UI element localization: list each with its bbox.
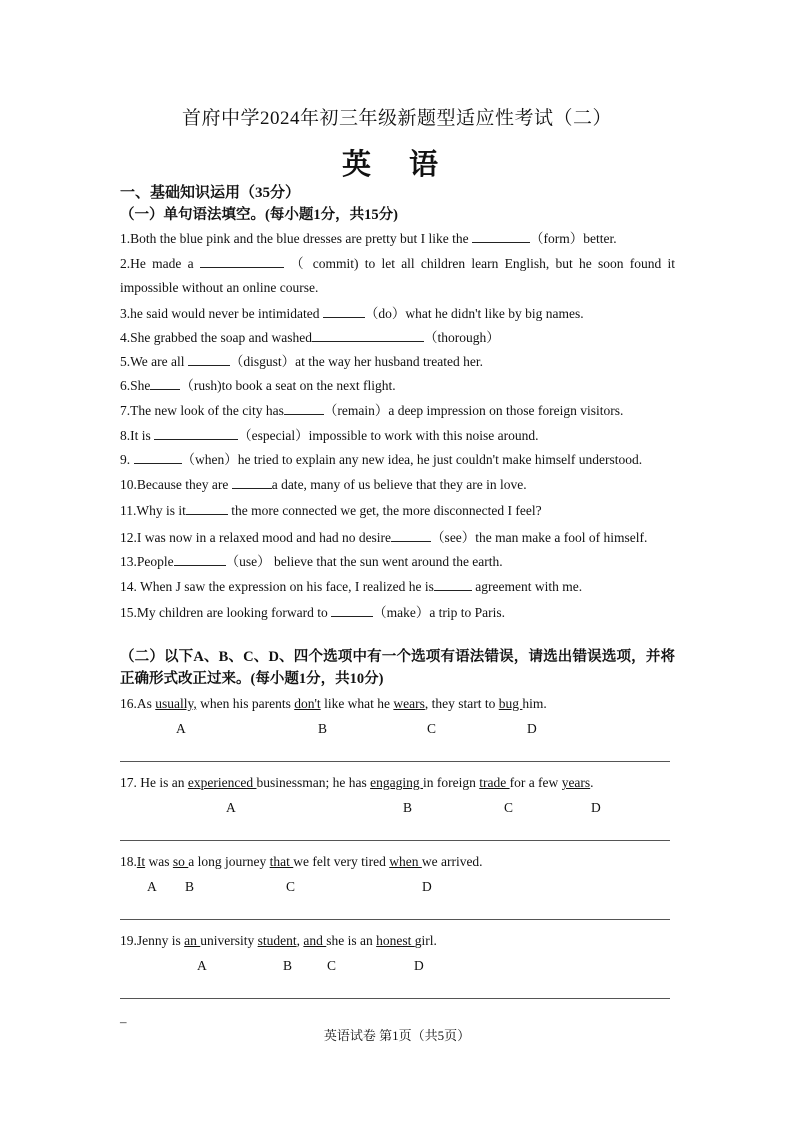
question-text: , [296, 933, 304, 948]
question-17 [120, 771, 675, 795]
option-label-c: C [327, 958, 337, 973]
answer-line[interactable] [120, 919, 670, 920]
option-label-c: C [427, 721, 437, 736]
option-letters [0, 879, 794, 899]
question-text: 16.As [120, 696, 156, 711]
underlined-option[interactable]: trade [479, 775, 510, 790]
answer-blank[interactable] [174, 553, 226, 566]
question-12 [120, 526, 675, 550]
underlined-option[interactable]: so [172, 854, 189, 869]
part2-instruction: （二）以下A、B、C、D、四个选项中有一个选项有语法错误，请选出错误选项，并将正确形式改正过来。(每小题1分，共10分) [120, 649, 675, 687]
question-text: 19.Jenny is [120, 933, 185, 948]
question-4 [120, 326, 675, 350]
question-2 [120, 252, 675, 300]
answer-blank[interactable] [232, 476, 272, 489]
answer-blank[interactable] [186, 502, 228, 515]
question-text: him. [522, 696, 547, 711]
page-footer: 英语试卷 第1页（共5页） [323, 1028, 471, 1043]
answer-blank[interactable] [200, 255, 284, 268]
part1-instruction: （一）单句语法填空。(每小题1分，共15分) [120, 207, 398, 223]
question-5 [120, 350, 675, 374]
question-hint: a date, many of us believe that they are in love. [271, 477, 527, 492]
question-7 [120, 399, 675, 423]
underlined-option[interactable]: that [269, 854, 294, 869]
question-text: 14. When J saw the expression on his face, I realized he is [120, 579, 434, 594]
question-hint: （especial）impossible to work with this noise around. [238, 428, 539, 443]
question-text: in foreign [422, 775, 480, 790]
question-text: 4.She grabbed the soap and washed [120, 330, 312, 345]
question-text: 12.I was now in a relaxed mood and had no desire [120, 530, 392, 545]
question-text: we felt very tired [293, 854, 390, 869]
answer-blank[interactable] [150, 377, 180, 390]
question-hint: （make）a trip to Paris. [373, 605, 506, 620]
answer-line[interactable] [120, 761, 670, 762]
option-label-c: C [286, 879, 296, 894]
question-text: . [590, 775, 594, 790]
option-letters [0, 800, 794, 820]
option-label-d: D [527, 721, 537, 736]
question-15 [120, 601, 675, 625]
question-text: 5.We are all [120, 354, 188, 369]
question-text: university [200, 933, 258, 948]
question-hint: （form）better. [530, 231, 617, 246]
question-text: 15.My children are looking forward to [120, 605, 332, 620]
question-hint: （remain）a deep impression on those foreign visitors. [323, 403, 624, 418]
underlined-option[interactable]: experienced [187, 775, 257, 790]
underlined-option[interactable]: It [136, 854, 146, 869]
question-8 [120, 424, 675, 448]
answer-blank[interactable] [391, 529, 431, 542]
question-text: a long journey [188, 854, 270, 869]
underlined-option[interactable]: don't [294, 696, 321, 711]
question-hint: （when）he tried to explain any new idea, he just couldn't make himself understood. [181, 452, 643, 467]
question-text: 2.He made a [120, 256, 200, 271]
option-label-c: C [504, 800, 514, 815]
question-text: 17. He is an [120, 775, 188, 790]
question-text: 11.Why is it [120, 503, 186, 518]
answer-blank[interactable] [323, 305, 365, 318]
question-1 [120, 227, 675, 251]
exam-title: 首府中学2024年初三年级新题型适应性考试（二） [181, 108, 612, 129]
answer-blank[interactable] [154, 427, 238, 440]
option-label-b: B [318, 721, 328, 736]
option-label-b: B [403, 800, 413, 815]
question-text: 9. [120, 452, 134, 467]
question-text: for a few [509, 775, 562, 790]
question-hint: （ commit) to let all children learn English, but he soon found it impossible without an online course. [120, 256, 676, 295]
option-label-a: A [197, 958, 207, 973]
option-letters [0, 958, 794, 978]
question-text: 18. [120, 854, 137, 869]
option-label-d: D [591, 800, 601, 815]
question-hint: agreement with me. [471, 579, 583, 594]
question-text: like what he [320, 696, 394, 711]
answer-line[interactable] [120, 840, 670, 841]
question-text: when his parents [196, 696, 295, 711]
question-text: 1.Both the blue pink and the blue dresses are pretty but I like the [120, 231, 473, 246]
option-label-a: A [147, 879, 157, 894]
question-text: 3.he said would never be intimidated [120, 306, 323, 321]
question-text: 10.Because they are [120, 477, 232, 492]
answer-blank[interactable] [312, 329, 424, 342]
question-hint: （thorough） [423, 330, 500, 345]
question-6 [120, 374, 675, 398]
option-label-a: A [176, 721, 186, 736]
answer-blank[interactable] [331, 604, 373, 617]
question-text: 8.It is [120, 428, 155, 443]
option-letters [0, 721, 794, 741]
subject-title: 英 语 [341, 147, 453, 181]
question-hint: （use） believe that the sun went around the earth. [225, 554, 503, 569]
option-label-b: B [283, 958, 293, 973]
question-text: businessman; he has [256, 775, 371, 790]
option-label-b: B [185, 879, 195, 894]
section-heading: 一、基础知识运用（35分） [120, 185, 301, 201]
question-text: girl. [414, 933, 437, 948]
underlined-option[interactable]: when [389, 854, 422, 869]
underlined-option[interactable]: honest [376, 933, 415, 948]
question-hint: the more connected we get, the more disconnected I feel? [227, 503, 542, 518]
underlined-option[interactable]: engaging [370, 775, 423, 790]
question-text: was [145, 854, 173, 869]
question-text: we arrived. [421, 854, 483, 869]
answer-blank[interactable] [284, 402, 324, 415]
question-14 [120, 575, 675, 599]
answer-line[interactable] [120, 998, 670, 999]
underlined-option[interactable]: an [184, 933, 201, 948]
question-18 [120, 850, 675, 874]
underlined-option[interactable]: years [561, 775, 591, 790]
question-11 [120, 499, 675, 523]
answer-blank[interactable] [134, 451, 182, 464]
option-label-d: D [414, 958, 424, 973]
answer-blank[interactable] [434, 578, 472, 591]
question-9 [120, 448, 675, 472]
answer-blank[interactable] [472, 230, 530, 243]
question-hint: （do）what he didn't like by big names. [364, 306, 584, 321]
answer-blank[interactable] [188, 353, 230, 366]
question-text: , they start to [424, 696, 499, 711]
question-hint: （see）the man make a fool of himself. [431, 530, 648, 545]
question-text: 7.The new look of the city has [120, 403, 284, 418]
question-10 [120, 473, 675, 497]
question-16 [120, 692, 675, 716]
question-13 [120, 550, 675, 574]
underlined-option[interactable]: and [303, 933, 327, 948]
underlined-option[interactable]: student [257, 933, 297, 948]
question-hint: （rush)to book a seat on the next flight. [180, 378, 396, 393]
underlined-option[interactable]: wears [393, 696, 425, 711]
option-label-a: A [226, 800, 236, 815]
option-label-d: D [422, 879, 432, 894]
underlined-option[interactable]: bug [498, 696, 523, 711]
question-3 [120, 302, 675, 326]
question-text: 13.People [120, 554, 174, 569]
question-hint: （disgust）at the way her husband treated her. [229, 354, 483, 369]
question-text: 6.She [120, 378, 151, 393]
underlined-option[interactable]: usually, [155, 696, 197, 711]
question-text: she is an [326, 933, 377, 948]
question-19 [120, 929, 675, 953]
stray-mark: – [120, 1014, 127, 1029]
